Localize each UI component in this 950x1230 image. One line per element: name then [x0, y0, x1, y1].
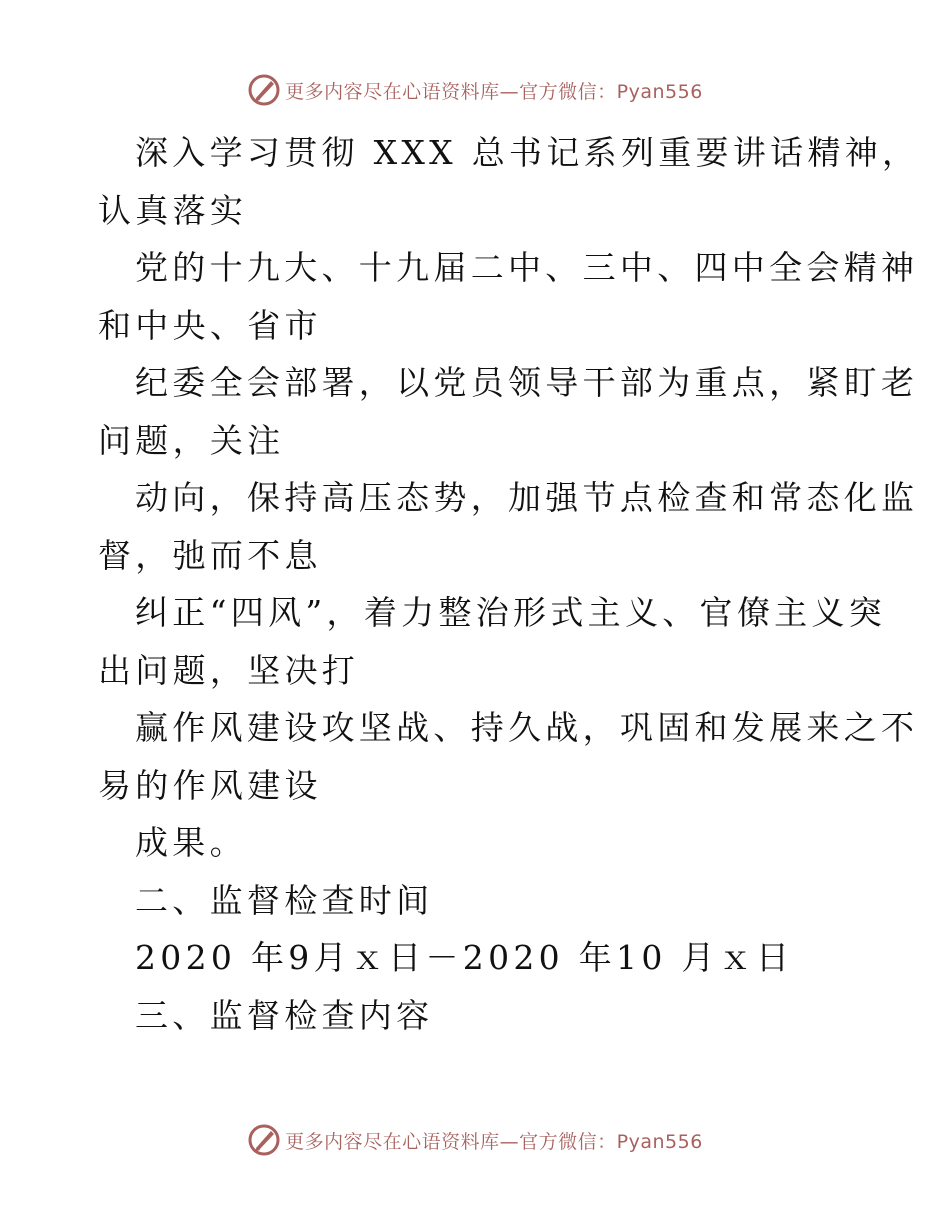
paragraph-line: 问题，关注 [98, 420, 285, 460]
document-body [98, 124, 920, 1044]
quill-pen-circle-icon [247, 1123, 281, 1157]
paragraph-line: 党的十九大、十九届二中、三中、四中全会精神 [135, 248, 919, 287]
date-range: 2020 年9月ｘ日－2020 年10 月ｘ日 [135, 938, 794, 977]
paragraph-line: 易的作风建设 [98, 765, 322, 805]
quill-pen-circle-icon [247, 73, 281, 107]
footer-watermark [0, 1122, 950, 1158]
paragraph-line: 和中央、省市 [98, 305, 322, 345]
paragraph-line: 出问题，坚决打 [98, 650, 360, 690]
watermark-text: 更多内容尽在心语资料库—官方微信：Pyan556 [285, 80, 703, 103]
paragraph-line: 纪委全会部署，以党员领导干部为重点，紧盯老 [135, 363, 919, 402]
paragraph-line: 赢作风建设攻坚战、持久战，巩固和发展来之不 [135, 708, 919, 747]
paragraph-line: 动向，保持高压态势，加强节点检查和常态化监 [135, 478, 919, 517]
section-heading: 二、监督检查时间 [135, 880, 434, 920]
paragraph-line: 认真落实 [98, 190, 248, 230]
paragraph-line: 成果。 [135, 823, 247, 862]
watermark-text: 更多内容尽在心语资料库—官方微信：Pyan556 [285, 1130, 703, 1153]
header-watermark [0, 72, 950, 108]
paragraph-line: 纠正“四风”，着力整治形式主义、官僚主义突 [135, 593, 887, 632]
section-heading: 三、监督检查内容 [135, 995, 434, 1035]
paragraph-line: 深入学习贯彻 XXX 总书记系列重要讲话精神， [135, 133, 920, 172]
paragraph-line: 督，弛而不息 [98, 535, 322, 575]
